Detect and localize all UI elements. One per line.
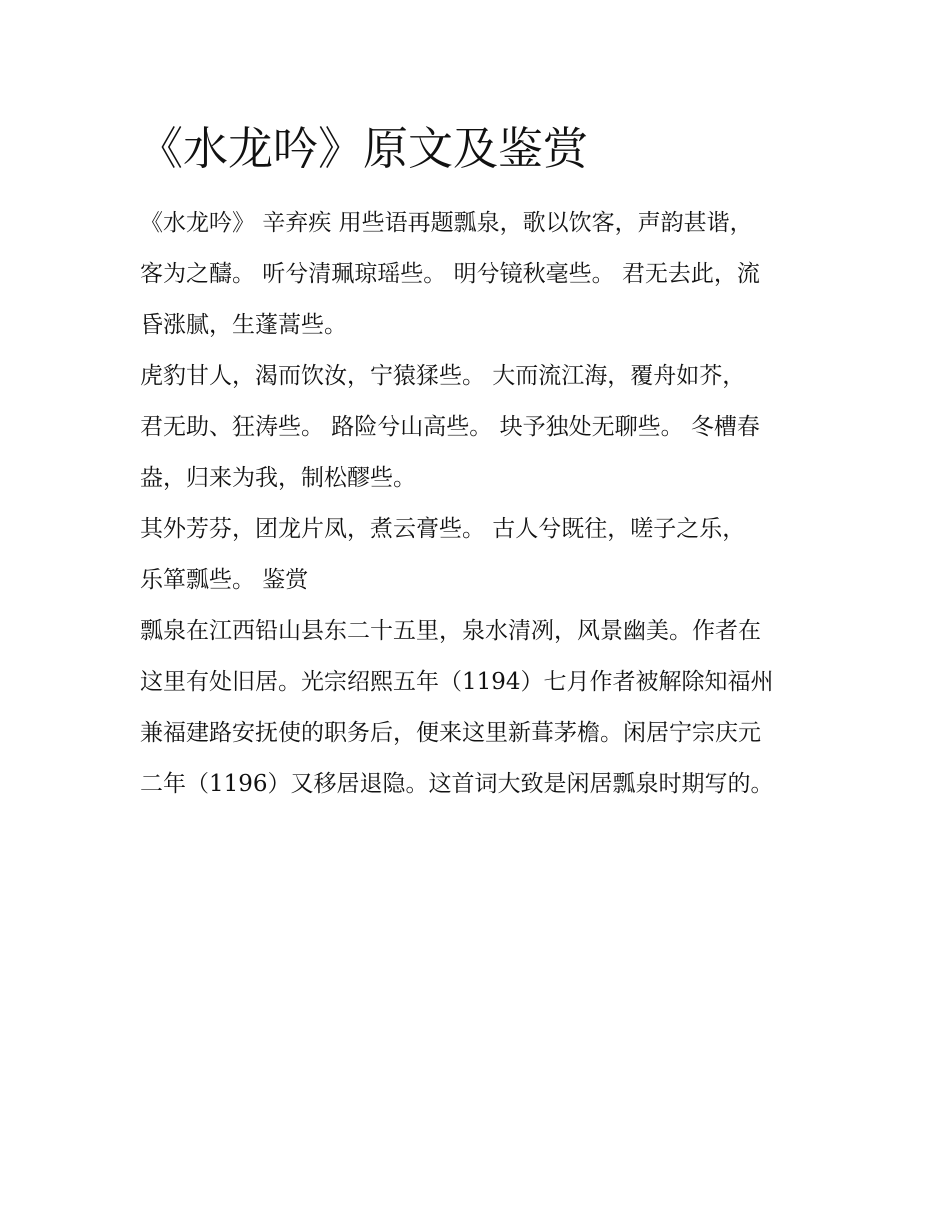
body-line: 乐箪瓢些。 鉴赏 — [140, 567, 309, 593]
body-line: 昏涨腻，生蓬蒿些。 — [140, 312, 347, 338]
body-line: 客为之醻。 听兮清珮琼瑶些。 明兮镜秋毫些。 君无去此，流 — [140, 261, 760, 287]
body-line: 其外芳芬，团龙片凤，煮云膏些。 古人兮既往，嗟子之乐， — [140, 516, 746, 542]
body-line: 这里有处旧居。光宗绍熙五年（1194）七月作者被解除知福州 — [140, 669, 774, 695]
body-line: 《水龙吟》 辛弃疾 用些语再题瓢泉，歌以饮客，声韵甚谐， — [140, 210, 753, 236]
document-body — [140, 198, 830, 810]
body-line: 虎豹甘人，渴而饮汝，宁猿猱些。 大而流江海，覆舟如芥， — [140, 363, 746, 389]
document-title: 《水龙吟》原文及鉴赏 — [138, 122, 589, 175]
body-line: 二年（1196）又移居退隐。这首词大致是闲居瓢泉时期写的。 — [140, 771, 774, 797]
body-line: 兼福建路安抚使的职务后，便来这里新葺茅檐。闲居宁宗庆元 — [140, 720, 761, 746]
body-line: 瓢泉在江西铅山县东二十五里，泉水清冽，风景幽美。作者在 — [140, 618, 761, 644]
body-line: 君无助、狂涛些。 路险兮山高些。 块予独处无聊些。 冬槽春 — [140, 414, 760, 440]
body-line: 盎，归来为我，制松醪些。 — [140, 465, 416, 491]
